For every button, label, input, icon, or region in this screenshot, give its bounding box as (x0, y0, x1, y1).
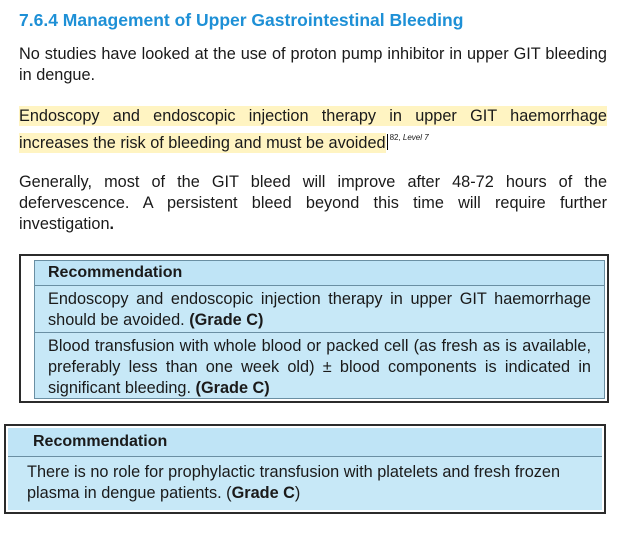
recommendation-row-text (48, 336, 591, 399)
citation-level: Level 7 (402, 133, 429, 142)
recommendation-grade-close: ) (294, 484, 301, 502)
recommendation-grade: (Grade C) (195, 379, 270, 397)
recommendation-box-1-header (35, 261, 604, 286)
citation (390, 133, 429, 142)
citation-ref: 82, (389, 133, 403, 142)
recommendation-row (35, 333, 604, 399)
recommendation-box-2-title: Recommendation (33, 433, 168, 450)
recommendation-grade: (Grade C) (189, 311, 264, 329)
recommendation-row-text (48, 289, 591, 331)
paragraph-git-bleed (19, 172, 607, 235)
recommendation-box-2-header (8, 428, 602, 457)
recommendation-box-2-table (8, 428, 602, 510)
recommendation-box-2 (4, 424, 606, 514)
recommendation-box-1-table (34, 260, 605, 399)
recommendation-text: There is no role for prophylactic transfusion with platelets and fresh frozen plasma in dengue patients. ( (27, 463, 561, 502)
recommendation-text: Blood transfusion with whole blood or packed cell (as fresh as is available, preferably less than one week old) ± blood components is indicated in significant bleeding. (48, 337, 591, 397)
recommendation-text: Endoscopy and endoscopic injection therapy in upper GIT haemorrhage should be avoided. (48, 290, 591, 329)
paragraph-ppi: No studies have looked at the use of proton pump inhibitor in upper GIT bleeding in dengue. (19, 45, 607, 84)
paragraph-endoscopy (19, 106, 607, 154)
recommendation-row (35, 286, 604, 333)
text-cursor (387, 134, 388, 150)
recommendation-grade: Grade C (231, 484, 295, 502)
highlighted-statement: Endoscopy and endoscopic injection therapy in upper GIT haemorrhage increases the risk of bleeding and must be avoided (19, 107, 607, 152)
recommendation-box-2-body (27, 462, 588, 504)
section-heading: 7.6.4 Management of Upper Gastrointestinal Bleeding (19, 10, 464, 30)
recommendation-box-1 (19, 254, 609, 403)
recommendation-box-1-title: Recommendation (48, 264, 183, 281)
paragraph-git-bleed-text: Generally, most of the GIT bleed will improve after 48-72 hours of the defervescence. A persistent bleed beyond this time will require further investigation (19, 173, 607, 233)
paragraph-git-bleed-period: . (109, 215, 115, 233)
